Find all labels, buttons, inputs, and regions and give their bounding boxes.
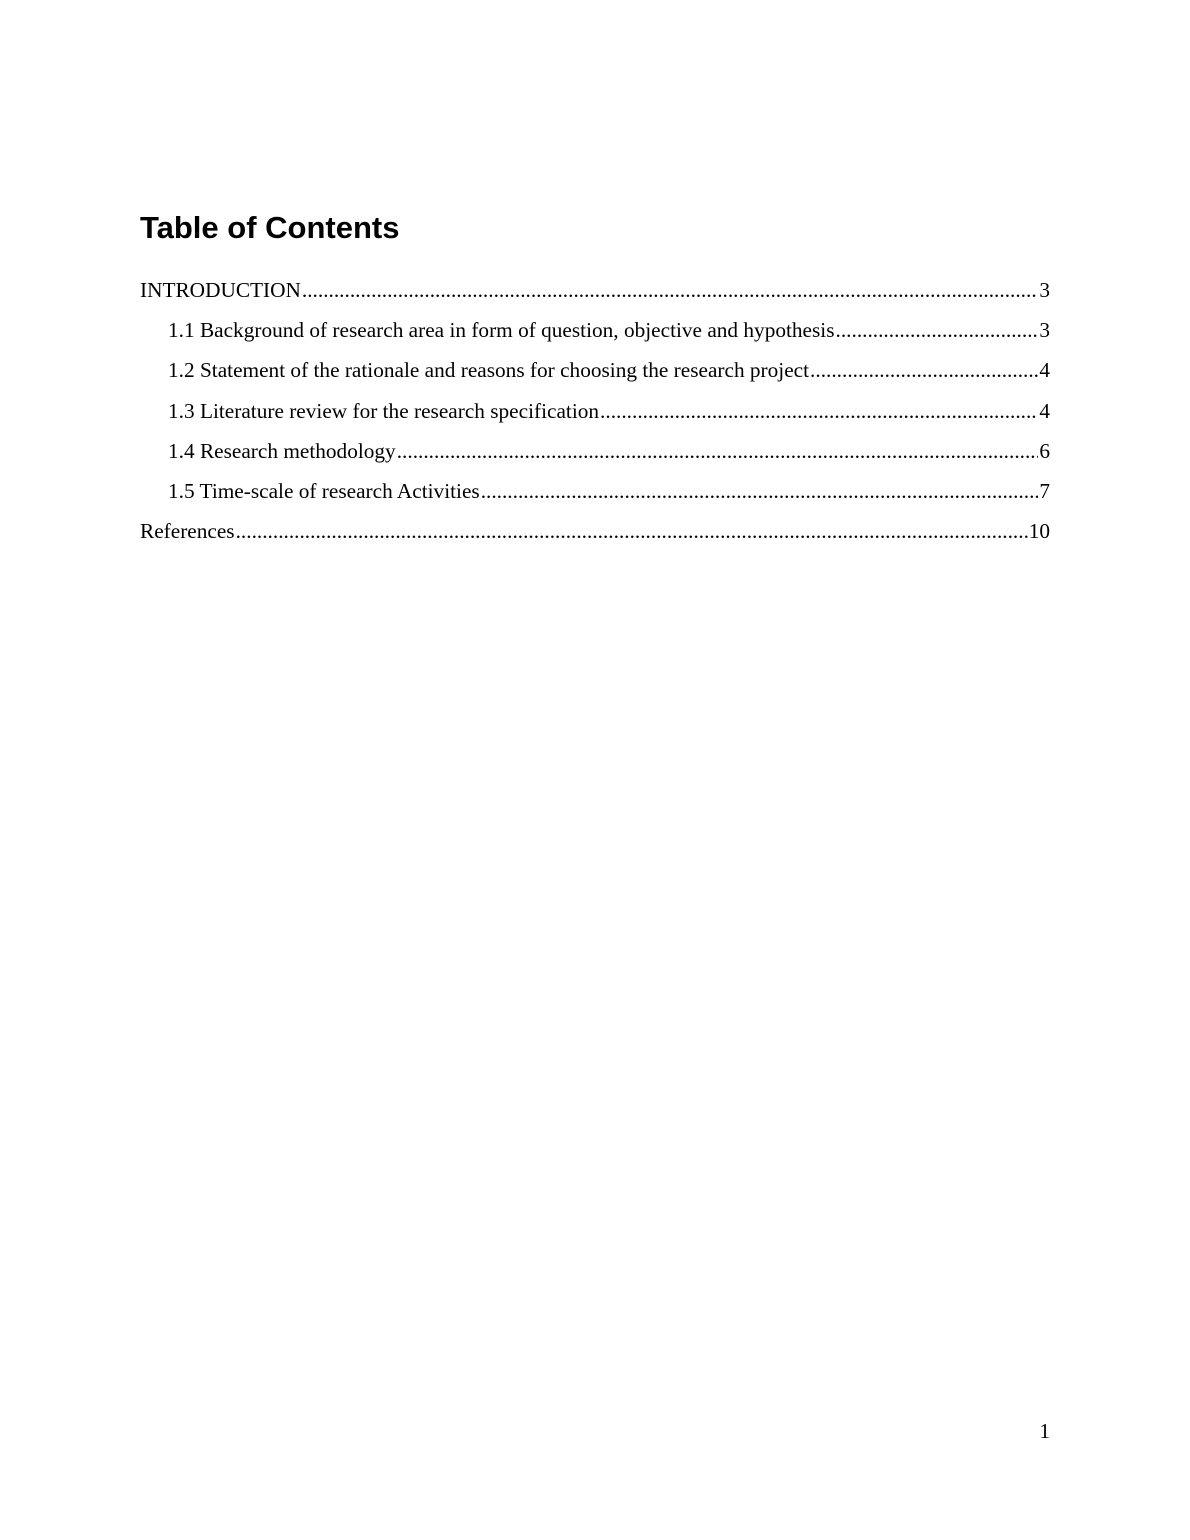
toc-dot-leader bbox=[397, 431, 1039, 471]
toc-entry-page: 3 bbox=[1039, 318, 1050, 343]
toc-title: Table of Contents bbox=[140, 210, 400, 245]
toc-entry-text: 1.4 Research methodology bbox=[168, 438, 396, 463]
toc-entry-1-1[interactable] bbox=[140, 310, 1050, 350]
toc-entry-1-2[interactable] bbox=[140, 350, 1050, 390]
toc-dot-leader bbox=[302, 270, 1038, 310]
toc-entry-page: 4 bbox=[1039, 358, 1050, 383]
toc-entry-text: 1.2 Statement of the rationale and reasons for choosing the research project bbox=[168, 358, 810, 383]
toc-entry-text: References bbox=[140, 519, 235, 544]
toc-entry-text: 1.1 Background of research area in form of question, objective and hypothesis bbox=[168, 318, 835, 343]
toc-entry-introduction[interactable] bbox=[140, 270, 1050, 310]
toc-entry-page: 4 bbox=[1039, 398, 1050, 423]
toc-entry-text: 1.3 Literature review for the research specification bbox=[168, 398, 600, 423]
toc-entry-page: 3 bbox=[1039, 278, 1050, 302]
toc-entry-page: 7 bbox=[1039, 478, 1050, 503]
toc-dot-leader bbox=[810, 350, 1038, 390]
toc-entry-1-5[interactable] bbox=[140, 471, 1050, 511]
table-of-contents bbox=[140, 270, 1050, 551]
toc-entry-text: 1.5 Time-scale of research Activities bbox=[168, 478, 480, 503]
toc-dot-leader bbox=[600, 391, 1038, 431]
toc-entry-references[interactable] bbox=[140, 511, 1050, 551]
toc-dot-leader bbox=[236, 511, 1028, 551]
toc-entry-page: 10 bbox=[1028, 519, 1050, 544]
page-number: 1 bbox=[1039, 1419, 1050, 1443]
toc-entry-1-4[interactable] bbox=[140, 431, 1050, 471]
toc-entry-page: 6 bbox=[1039, 438, 1050, 463]
toc-dot-leader bbox=[836, 310, 1039, 350]
toc-entry-text: INTRODUCTION bbox=[140, 278, 301, 302]
toc-dot-leader bbox=[481, 471, 1039, 511]
toc-entry-1-3[interactable] bbox=[140, 391, 1050, 431]
